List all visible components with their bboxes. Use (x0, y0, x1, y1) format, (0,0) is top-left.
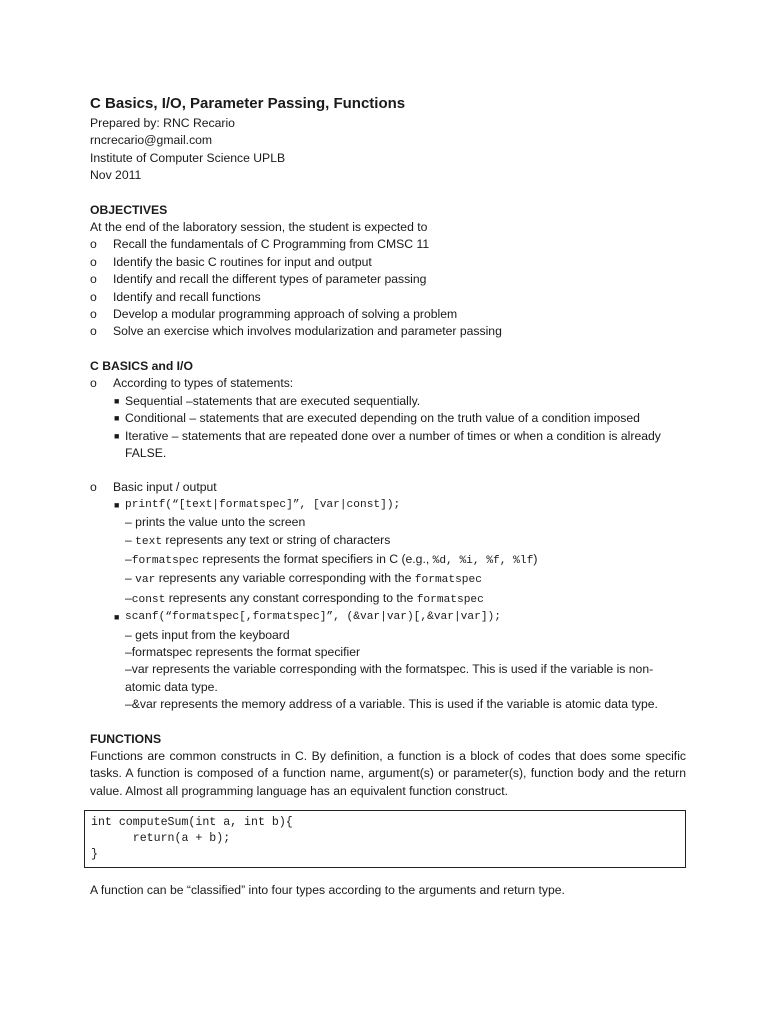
printf-var-line: – var represents any variable corresponding with the formatspec (125, 571, 482, 587)
objective-text: Identify and recall the different types of parameter passing (113, 272, 427, 287)
code-block: int computeSum(int a, int b){ return(a + b); } (84, 810, 686, 868)
bullet-marker: o (90, 480, 97, 495)
statement-type-item (113, 410, 686, 427)
objective-item (90, 323, 686, 340)
bullet-marker: o (90, 376, 97, 391)
statement-type-text: Iterative – statements that are repeated done over a number of times or when a condition is already FALSE. (125, 428, 661, 460)
spacer (90, 462, 686, 479)
objective-item (90, 254, 686, 271)
objective-item (90, 236, 686, 253)
square-bullet-icon: ■ (114, 413, 120, 424)
scanf-line: –&var represents the memory address of a variable. This is used if the variable is atomic data type. (125, 697, 658, 712)
statement-types-label: According to types of statements: (113, 376, 294, 391)
printf-formatspec-line: –formatspec represents the format specifiers in C (e.g., %d, %i, %f, %lf) (125, 551, 538, 567)
statement-type-item (113, 428, 686, 463)
functions-classification-text: A function can be “classified” into four types according to the arguments and return type. (90, 883, 565, 898)
bullet-marker: o (90, 254, 97, 269)
bullet-marker: o (90, 237, 97, 252)
printf-text-line: – text represents any text or string of characters (125, 532, 391, 548)
printf-const-line: –const represents any constant corresponding to the formatspec (125, 590, 484, 606)
institute-line: Institute of Computer Science UPLB (90, 150, 286, 165)
document-title: C Basics, I/O, Parameter Passing, Functions (90, 95, 406, 112)
objective-item (90, 306, 686, 323)
statement-type-text: Conditional – statements that are executed depending on the truth value of a condition imposed (125, 411, 640, 426)
author-email: rncrecario@gmail.com (90, 133, 213, 148)
scanf-signature: scanf(“formatspec[,formatspec]”, (&var|var)[,&var|var]); (125, 611, 501, 624)
printf-desc: – prints the value unto the screen (125, 515, 306, 530)
cbasics-list (90, 375, 686, 713)
objective-text: Identify the basic C routines for input and output (113, 254, 372, 269)
bullet-marker: o (90, 324, 97, 339)
objective-text: Solve an exercise which involves modularization and parameter passing (113, 324, 502, 339)
statement-type-text: Sequential –statements that are executed sequentially. (125, 393, 421, 408)
statement-types-list (113, 393, 686, 463)
bullet-marker: o (90, 272, 97, 287)
date-line: Nov 2011 (90, 168, 142, 183)
square-bullet-icon: ■ (114, 395, 120, 406)
objective-text: Develop a modular programming approach of solving a problem (113, 307, 458, 322)
objective-text: Identify and recall functions (113, 289, 261, 304)
scanf-line: – gets input from the keyboard (125, 627, 290, 642)
printf-signature: printf(“[text|formatspec]”, [var|const]); (125, 498, 401, 511)
objective-item (90, 271, 686, 288)
square-bullet-icon: ■ (114, 612, 120, 623)
basic-io-label: Basic input / output (113, 480, 217, 495)
author-line: Prepared by: RNC Recario (90, 116, 235, 130)
square-bullet-icon: ■ (114, 430, 120, 441)
statement-types-item (90, 375, 686, 462)
statement-type-item (113, 393, 686, 410)
objective-item (90, 289, 686, 306)
objectives-list (90, 236, 686, 340)
bullet-marker: o (90, 289, 97, 304)
printf-item (113, 497, 686, 609)
square-bullet-icon: ■ (114, 499, 120, 510)
objectives-intro: At the end of the laboratory session, the student is expected to (90, 220, 428, 235)
scanf-line: –var represents the variable corresponding with the formatspec. This is used if the variable is non-atomic data type. (125, 662, 654, 694)
scanf-line: –formatspec represents the format specifier (125, 644, 361, 659)
document-content (90, 94, 686, 900)
objectives-heading: OBJECTIVES (90, 202, 168, 217)
basic-io-item (90, 479, 686, 713)
functions-paragraph: Functions are common constructs in C. By definition, a function is a block of codes that does some specific tasks. A function is composed of a function name, argument(s) or parameter(s), function body and the return value. Almost all programming language has an equivalent function construct. (90, 749, 686, 798)
functions-heading: FUNCTIONS (90, 731, 162, 746)
objective-text: Recall the fundamentals of C Programming from CMSC 11 (113, 237, 430, 252)
cbasics-heading: C BASICS and I/O (90, 358, 193, 373)
io-functions-list (113, 497, 686, 714)
bullet-marker: o (90, 307, 97, 322)
scanf-item (113, 609, 686, 713)
